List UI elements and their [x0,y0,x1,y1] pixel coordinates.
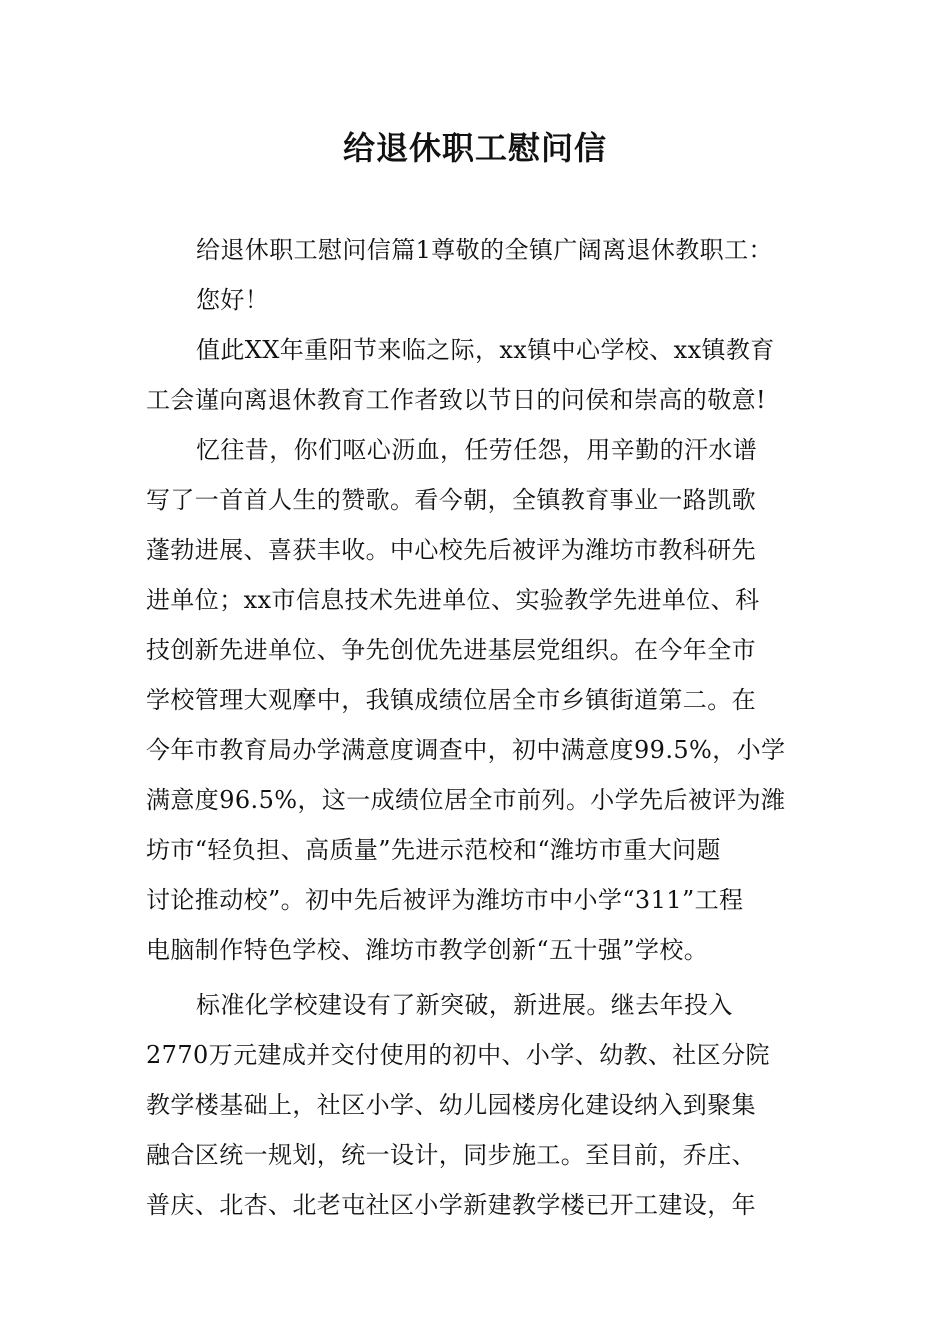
paragraph-2-line-11: 电脑制作特色学校、潍坊市教学创新“五十强”学校。 [146,936,709,964]
paragraph-2-line-1: 忆往昔，你们呕心沥血，任劳任怨，用辛勤的汗水谱 [196,436,758,464]
document-body [146,225,806,1230]
paragraph-2-line-6: 学校管理大观摩中，我镇成绩位居全市乡镇街道第二。在 [146,686,756,714]
paragraph-2-line-10: 讨论推动校”。初中先后被评为潍坊市中小学“311”工程 [146,886,744,914]
paragraph-3-line-4: 融合区统一规划，统一设计，同步施工。至目前，乔庄、 [146,1141,756,1169]
paragraph-3-line-2: 2770万元建成并交付使用的初中、小学、幼教、社区分院 [146,1041,770,1069]
paragraph-3-line-3: 教学楼基础上，社区小学、幼儿园楼房化建设纳入到聚集 [146,1091,756,1119]
paragraph-2-line-4: 进单位；xx市信息技术先进单位、实验教学先进单位、科 [146,586,760,614]
paragraph-2-line-5: 技创新先进单位、争先创优先进基层党组织。在今年全市 [146,636,756,664]
paragraph-3-line-5: 普庆、北杏、北老屯社区小学新建教学楼已开工建设，年 [146,1191,756,1219]
paragraph-2-line-2: 写了一首首人生的赞歌。看今朝，全镇教育事业一路凯歌 [146,486,756,514]
paragraph-2-line-3: 蓬勃进展、喜获丰收。中心校先后被评为潍坊市教科研先 [146,536,756,564]
paragraph-1-line-1: 值此XX年重阳节来临之际，xx镇中心学校、xx镇教育 [196,336,775,364]
greeting-line: 您好！ [196,286,270,314]
salutation-line: 给退休职工慰问信篇1尊敬的全镇广阔离退休教职工： [196,236,773,264]
paragraph-2-line-7: 今年市教育局办学满意度调查中，初中满意度99.5%，小学 [146,736,786,764]
paragraph-3-line-1: 标准化学校建设有了新突破，新进展。继去年投入 [196,991,733,1019]
paragraph-1-line-2: 工会谨向离退休教育工作者致以节日的问侯和崇高的敬意! [146,386,767,414]
document-title: 给退休职工慰问信 [342,129,607,167]
paragraph-2-line-8: 满意度96.5%，这一成绩位居全市前列。小学先后被评为潍 [146,786,786,814]
paragraph-2-line-9: 坊市“轻负担、高质量”先进示范校和“潍坊市重大问题 [146,836,721,864]
